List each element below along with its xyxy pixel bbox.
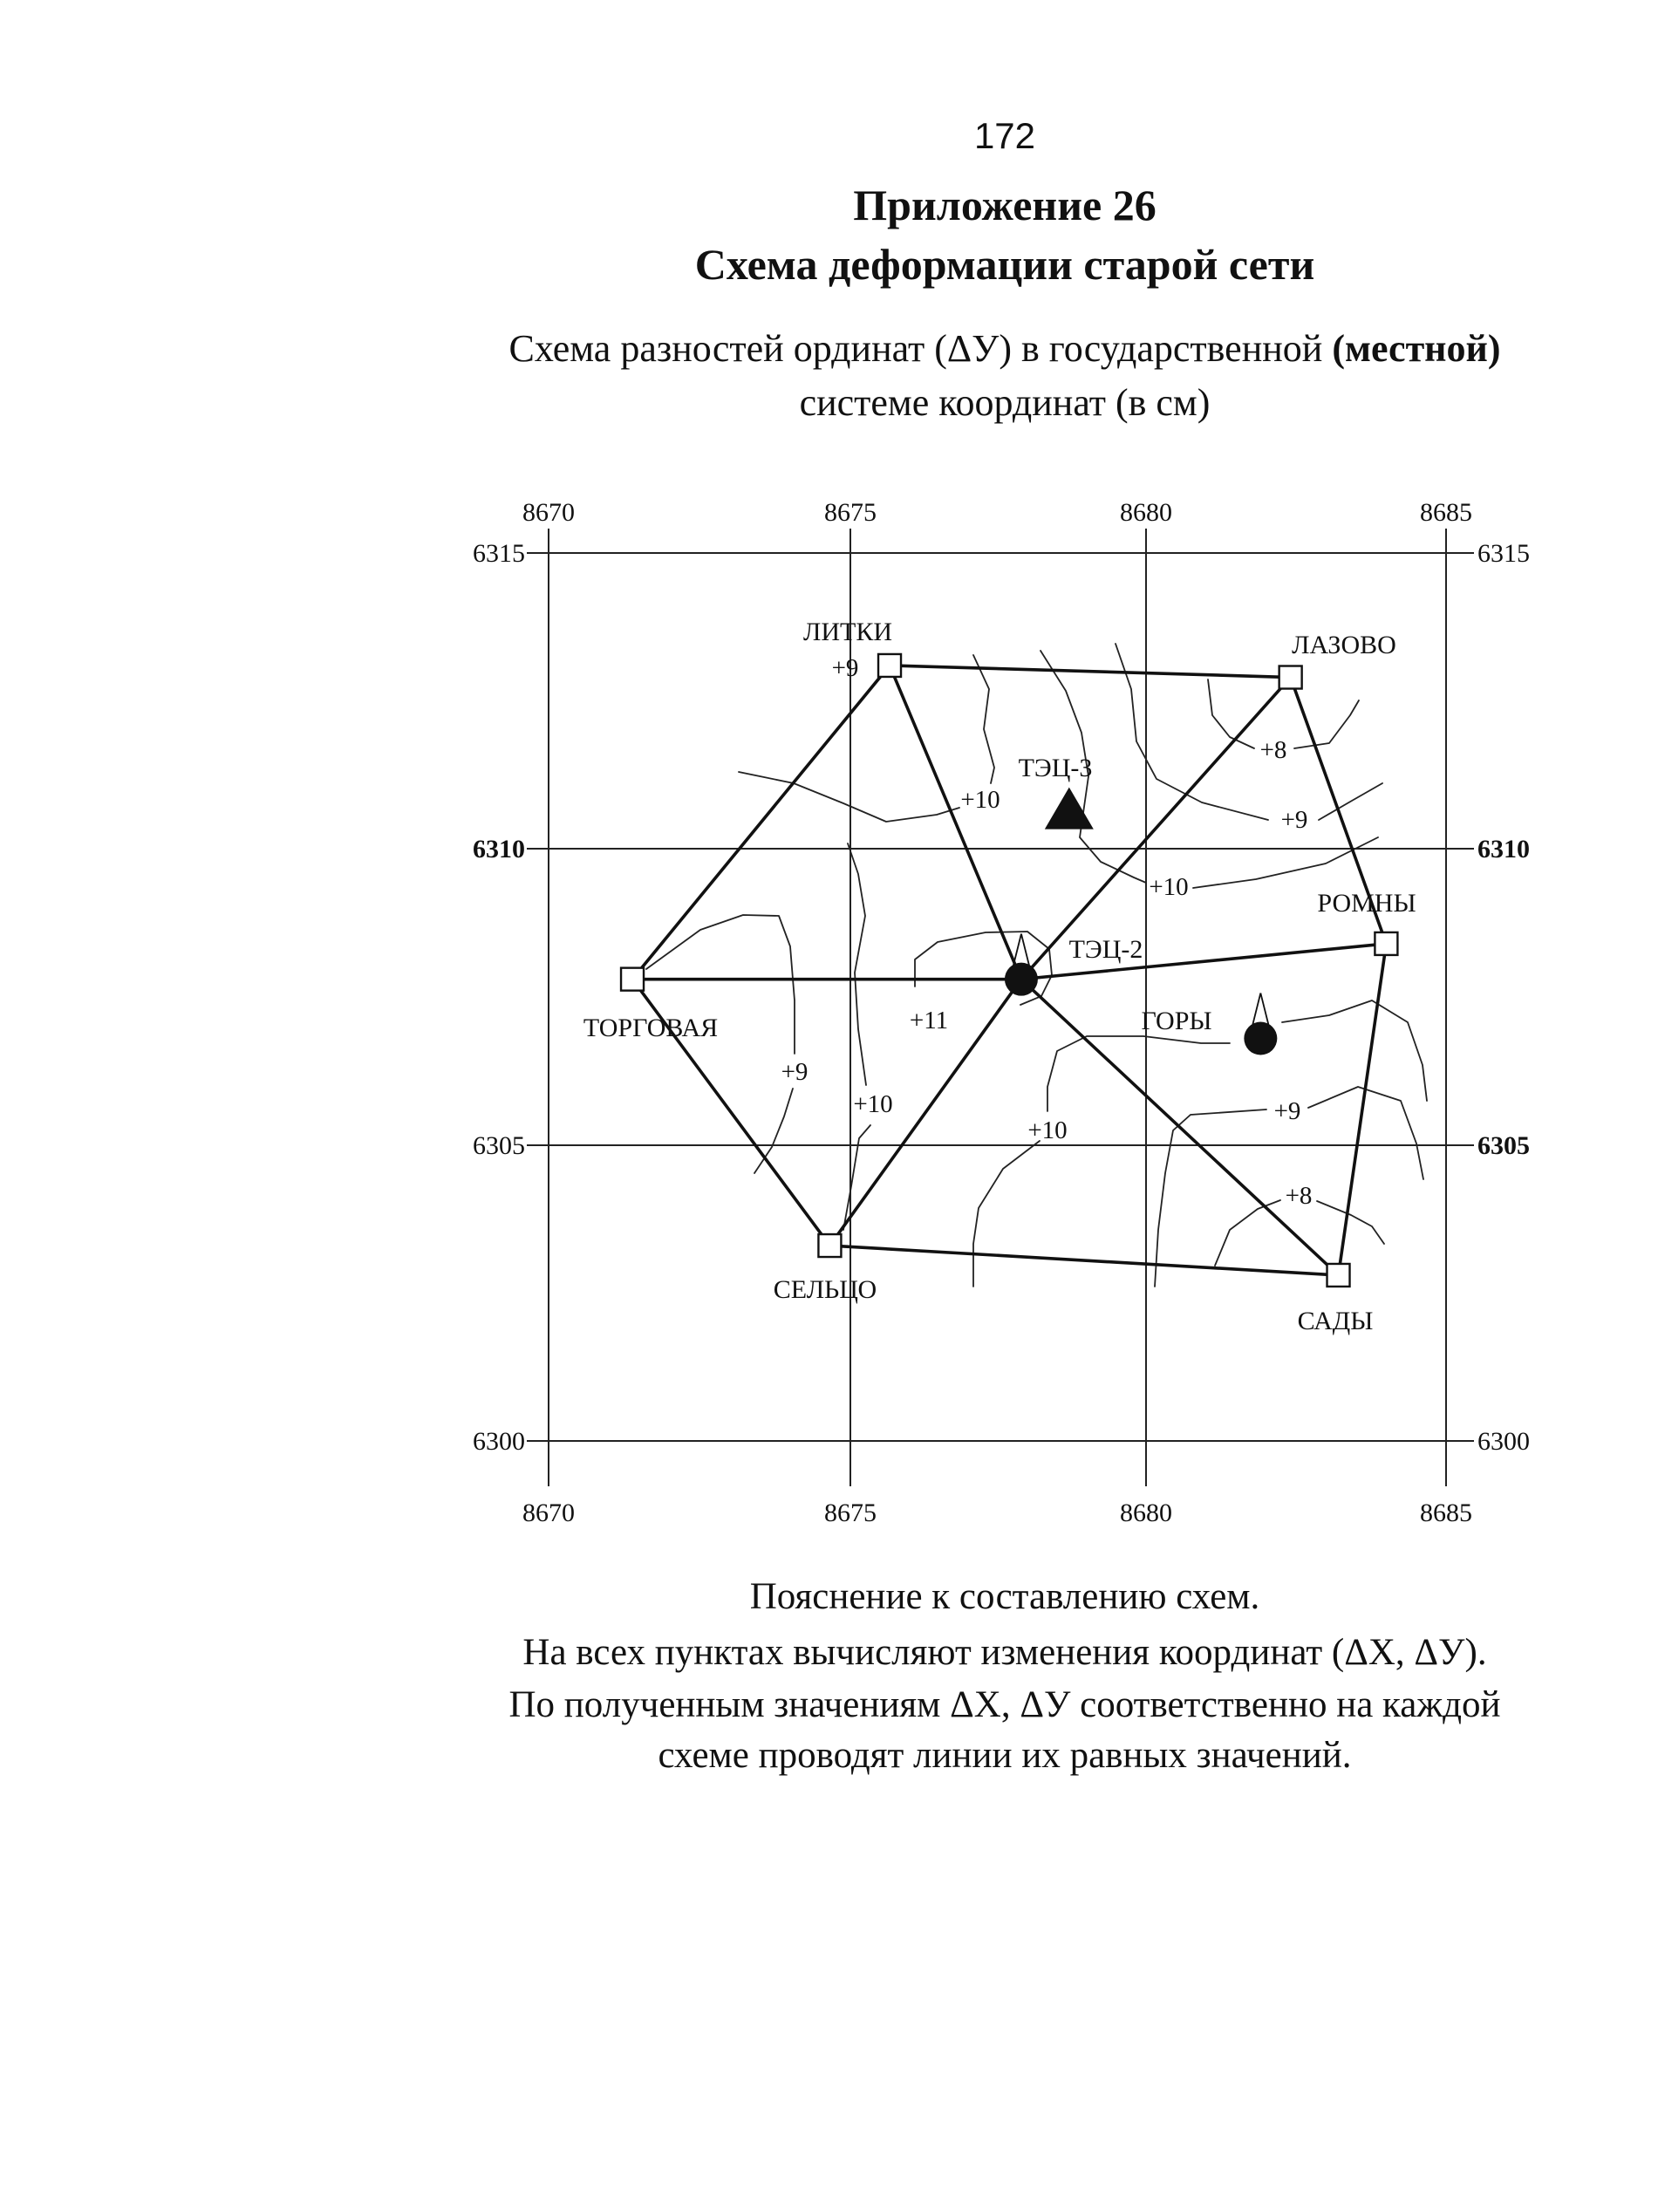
- isoline-label: +10: [853, 1090, 893, 1118]
- isoline: [843, 1125, 870, 1230]
- station-square-marker: [1375, 932, 1397, 955]
- network-edge: [890, 666, 1021, 980]
- subtitle-line-2: системе координат (в см): [799, 381, 1211, 424]
- station-label-lazovo: ЛАЗОВО: [1292, 631, 1396, 659]
- left-tick-label: 6305: [473, 1131, 525, 1160]
- isoline-label: +10: [1027, 1116, 1068, 1144]
- station-label-tets-3: ТЭЦ-3: [1018, 754, 1093, 782]
- isoline-label: +8: [1285, 1182, 1313, 1210]
- right-tick-label: 6310: [1477, 835, 1530, 864]
- explanation-heading: Пояснение к составлению схем.: [749, 1576, 1260, 1617]
- isoline: [1294, 700, 1359, 748]
- isoline-label: +8: [1259, 736, 1287, 764]
- isoline: [973, 1141, 1040, 1287]
- isoline: [1282, 1000, 1427, 1101]
- isoline-label: +9: [1280, 806, 1308, 834]
- isoline-label: +10: [960, 786, 1000, 814]
- left-tick-label: 6310: [473, 835, 525, 864]
- isoline-label: +9: [831, 654, 859, 682]
- isoline: [1319, 783, 1382, 820]
- station-label-romny: РОМНЫ: [1317, 889, 1416, 918]
- explanation-line: На всех пунктах вычисляют изменения координат (ΔХ, ΔУ).: [522, 1632, 1487, 1673]
- network-edge: [890, 666, 1291, 678]
- isoline-label: +9: [781, 1058, 809, 1086]
- bottom-tick-label: 8670: [522, 1499, 575, 1527]
- network-edge: [829, 1246, 1338, 1275]
- bottom-tick-label: 8675: [824, 1499, 877, 1527]
- bottom-tick-label: 8680: [1120, 1499, 1172, 1527]
- left-tick-label: 6315: [473, 539, 525, 568]
- bottom-tick-label: 8685: [1420, 1499, 1472, 1527]
- station-label-torgovaya: ТОРГОВАЯ: [583, 1014, 719, 1042]
- station-square-marker: [878, 654, 901, 677]
- isoline-label: +10: [1149, 873, 1189, 901]
- subtitle-text: Схема разностей ординат (ΔУ) в государственной: [508, 327, 1323, 370]
- isoline: [973, 655, 994, 783]
- station-circle-marker: [1244, 1022, 1277, 1055]
- station-label-tets-2: ТЭЦ-2: [1068, 935, 1143, 964]
- right-tick-label: 6305: [1477, 1131, 1530, 1160]
- left-tick-label: 6300: [473, 1427, 525, 1456]
- page-title: Схема деформации старой сети: [694, 240, 1315, 289]
- station-label-gory: ГОРЫ: [1141, 1007, 1212, 1035]
- isoline: [1047, 1036, 1230, 1111]
- page-number: 172: [973, 115, 1036, 156]
- station-square-marker: [818, 1234, 841, 1257]
- isoline: [1317, 1201, 1384, 1244]
- right-tick-label: 6315: [1477, 539, 1530, 568]
- station-label-litki: ЛИТКИ: [802, 618, 893, 646]
- station-square-marker: [1327, 1264, 1350, 1287]
- station-square-marker: [621, 968, 644, 991]
- station-label-sady: САДЫ: [1297, 1307, 1374, 1335]
- top-tick-label: 8675: [824, 498, 877, 527]
- top-tick-label: 8685: [1420, 498, 1472, 527]
- network-edge: [1339, 944, 1387, 1275]
- station-circle-marker: [1005, 963, 1038, 996]
- isoline-label: +9: [1273, 1097, 1301, 1125]
- subtitle-bold-text: (местной): [1332, 327, 1501, 370]
- top-tick-label: 8680: [1120, 498, 1172, 527]
- station-labels: [583, 618, 1416, 1335]
- explanation-line: По полученным значениям ΔХ, ΔУ соответственно на каждой: [508, 1684, 1501, 1725]
- isoline-label: +11: [909, 1007, 949, 1034]
- top-tick-label: 8670: [522, 498, 575, 527]
- station-label-seltso: СЕЛЬЦО: [773, 1275, 877, 1304]
- isoline: [1116, 644, 1268, 820]
- explanation-line: схеме проводят линии их равных значений.: [658, 1735, 1352, 1776]
- isoline: [1208, 679, 1254, 748]
- isoline: [1308, 1087, 1423, 1179]
- isoline: [1155, 1109, 1266, 1287]
- isoline: [754, 1089, 793, 1173]
- station-square-marker: [1279, 666, 1302, 689]
- appendix-title: Приложение 26: [853, 181, 1157, 229]
- isoline: [739, 772, 959, 822]
- right-tick-label: 6300: [1477, 1427, 1530, 1456]
